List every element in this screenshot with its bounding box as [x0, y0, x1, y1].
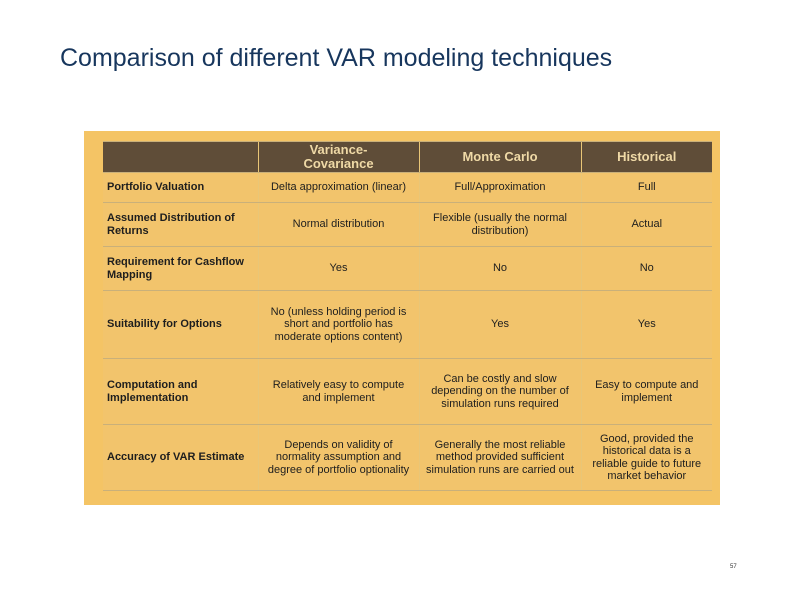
cell-historical: Easy to compute and implement	[581, 359, 712, 425]
cell-monte-carlo: No	[419, 247, 581, 291]
row-label: Portfolio Valuation	[103, 173, 258, 203]
row-label: Computation and Implementation	[103, 359, 258, 425]
row-label: Suitability for Options	[103, 291, 258, 359]
cell-variance-covariance: No (unless holding period is short and portfolio has moderate options content)	[258, 291, 419, 359]
row-label: Assumed Distribution of Returns	[103, 203, 258, 247]
row-label: Accuracy of VAR Estimate	[103, 425, 258, 491]
cell-monte-carlo: Can be costly and slow depending on the number of simulation runs required	[419, 359, 581, 425]
table-header-row	[103, 142, 712, 173]
cell-monte-carlo: Full/Approximation	[419, 173, 581, 203]
cell-historical: Yes	[581, 291, 712, 359]
table-row	[103, 203, 712, 247]
page-number: 57	[730, 564, 737, 570]
table-row	[103, 425, 712, 491]
header-variance-covariance: Variance- Covariance	[258, 142, 419, 173]
header-monte-carlo: Monte Carlo	[419, 142, 581, 173]
header-corner	[103, 142, 258, 173]
slide-title: Comparison of different VAR modeling techniques	[60, 44, 613, 72]
var-comparison-table	[103, 141, 712, 491]
cell-historical: No	[581, 247, 712, 291]
cell-variance-covariance: Delta approximation (linear)	[258, 173, 419, 203]
cell-variance-covariance: Yes	[258, 247, 419, 291]
table-row	[103, 291, 712, 359]
row-label: Requirement for Cashflow Mapping	[103, 247, 258, 291]
comparison-table-image	[84, 131, 720, 505]
cell-variance-covariance: Normal distribution	[258, 203, 419, 247]
table-row	[103, 173, 712, 203]
header-historical: Historical	[581, 142, 712, 173]
table-row	[103, 359, 712, 425]
table-row	[103, 247, 712, 291]
cell-variance-covariance: Relatively easy to compute and implement	[258, 359, 419, 425]
cell-historical: Actual	[581, 203, 712, 247]
cell-monte-carlo: Generally the most reliable method provided sufficient simulation runs are carried out	[419, 425, 581, 491]
cell-variance-covariance: Depends on validity of normality assumption and degree of portfolio optionality	[258, 425, 419, 491]
cell-historical: Good, provided the historical data is a reliable guide to future market behavior	[581, 425, 712, 491]
cell-monte-carlo: Flexible (usually the normal distribution)	[419, 203, 581, 247]
cell-historical: Full	[581, 173, 712, 203]
cell-monte-carlo: Yes	[419, 291, 581, 359]
